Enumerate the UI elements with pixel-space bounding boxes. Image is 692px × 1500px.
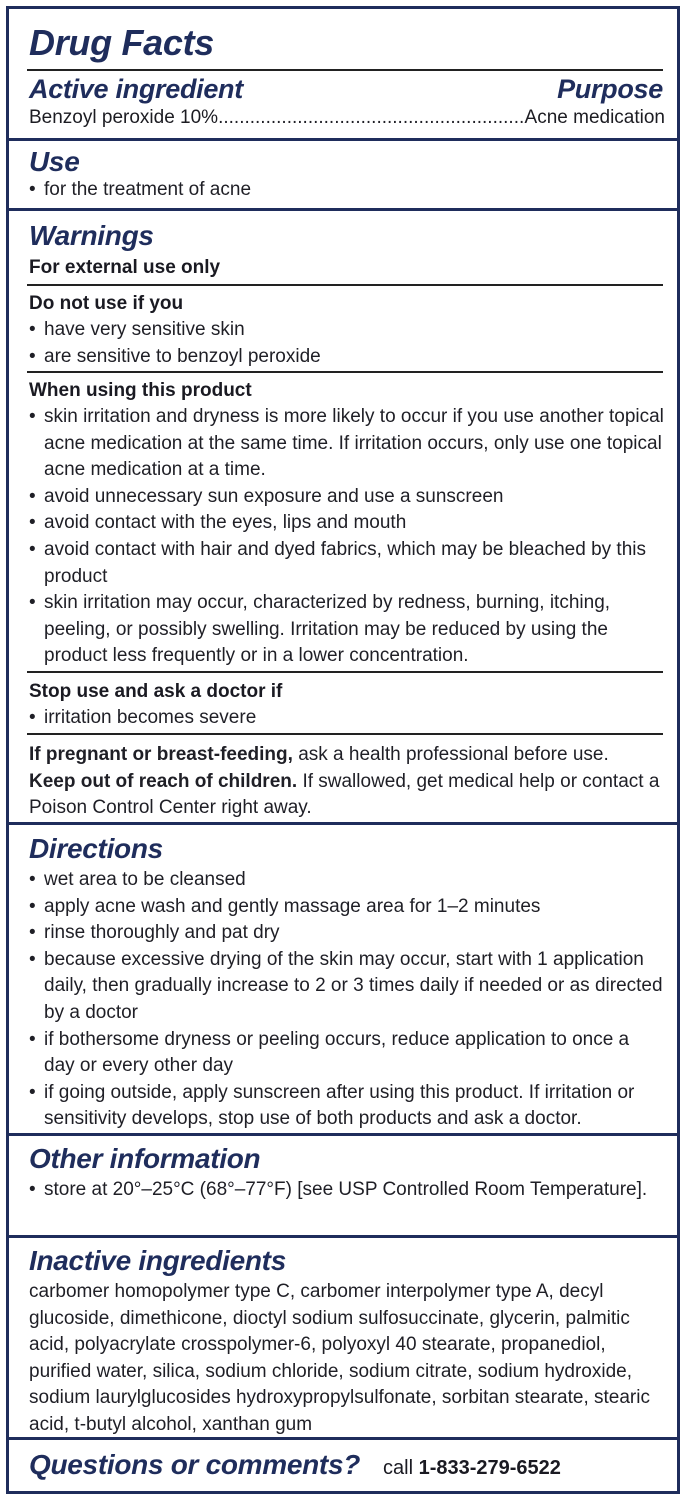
when-using-list — [29, 404, 665, 670]
pregnant-text: ask a health professional before use. — [298, 744, 609, 765]
list-item: • irritation becomes severe — [29, 705, 665, 732]
inactive-text: carbomer homopolymer type C, carbomer interpolymer type A, decyl glucoside, dimethicone, dioctyl sodium sulfosuccinate, glycerin, palmitic acid, polyacrylate crosspolymer-6, polyoxyl 40 stearate, propanediol, purified water, silica, sodium chloride, sodium citrate, sodium hydroxide, sodium laurylglucosides hydroxypropylsulfonate, sorbitan stearate, stearic acid, t-butyl alcohol, xanthan gum — [29, 1281, 650, 1435]
list-item: • avoid contact with hair and dyed fabrics, which may be bleached by this product — [29, 537, 665, 590]
when-using-heading: When using this product — [29, 380, 252, 401]
divider — [27, 371, 663, 373]
active-ingredient-row — [29, 107, 665, 129]
directions-list — [29, 867, 665, 1133]
list-item: • apply acne wash and gently massage area for 1–2 minutes — [29, 894, 665, 921]
divider — [27, 284, 663, 286]
inactive-heading: Inactive ingredients — [29, 1245, 286, 1276]
children-text: If swallowed, get medical help or contact a Poison Control Center right away. — [29, 770, 660, 819]
call-label: call — [383, 1457, 414, 1479]
list-item: • skin irritation may occur, characterized by redness, burning, itching, peeling, or possibly swelling. Irritation may be reduced by using the product less frequently or in a lower concentration. — [29, 590, 665, 670]
purpose-heading: Purpose — [557, 74, 663, 104]
do-not-use-list — [29, 317, 665, 370]
list-item: • because excessive drying of the skin may occur, start with 1 application daily, then gradually increase to 2 or 3 times daily if needed or as directed by a doctor — [29, 947, 665, 1027]
warnings-heading: Warnings — [29, 220, 154, 251]
list-item: • store at 20°–25°C (68°–77°F) [see USP Controlled Room Temperature]. — [29, 1177, 665, 1204]
section-rule — [9, 822, 677, 825]
use-heading: Use — [29, 146, 80, 177]
divider — [27, 733, 663, 735]
children-bold: Keep out of reach of children. — [29, 770, 298, 792]
page-title: Drug Facts — [29, 22, 215, 63]
list-item: • if going outside, apply sunscreen after using this product. If irritation or sensitivity develops, stop use of both products and ask a doctor. — [29, 1080, 665, 1133]
questions-heading: Questions or comments? — [29, 1449, 361, 1480]
external-use-text: For external use only — [29, 257, 221, 278]
purpose-value: Acne medication — [524, 107, 665, 128]
divider — [27, 69, 663, 71]
list-item: • are sensitive to benzoyl peroxide — [29, 344, 665, 371]
directions-heading: Directions — [29, 833, 163, 864]
leader-dots — [218, 107, 524, 129]
section-rule — [9, 1437, 677, 1440]
section-rule — [9, 1133, 677, 1136]
stop-use-heading: Stop use and ask a doctor if — [29, 681, 283, 702]
section-rule — [9, 138, 677, 141]
active-ingredient-value: Benzoyl peroxide 10% — [29, 107, 219, 128]
list-item: • rinse thoroughly and pat dry — [29, 920, 665, 947]
other-info-list — [29, 1177, 665, 1204]
stop-use-list — [29, 705, 665, 732]
call-line — [383, 1456, 561, 1480]
do-not-use-heading: Do not use if you — [29, 293, 184, 314]
list-item: • wet area to be cleansed — [29, 867, 665, 894]
list-item: • avoid unnecessary sun exposure and use a sunscreen — [29, 484, 665, 511]
active-ingredient-heading: Active ingredient — [29, 74, 243, 104]
pregnancy-and-children-text — [29, 742, 665, 822]
list-item: • skin irritation and dryness is more likely to occur if you use another topical acne medication at the same time. If irritation occurs, only use one topical acne medication at a time. — [29, 404, 665, 484]
list-item: • have very sensitive skin — [29, 317, 665, 344]
list-item: • for the treatment of acne — [29, 177, 665, 204]
drug-facts-panel — [6, 6, 680, 1494]
divider — [27, 671, 663, 673]
list-item: • if bothersome dryness or peeling occurs, reduce application to once a day or every other day — [29, 1027, 665, 1080]
section-rule — [9, 208, 677, 211]
use-list — [29, 177, 665, 204]
other-info-heading: Other information — [29, 1143, 261, 1174]
pregnant-bold: If pregnant or breast-feeding, — [29, 744, 293, 765]
list-item: • avoid contact with the eyes, lips and mouth — [29, 510, 665, 537]
section-rule — [9, 1235, 677, 1238]
phone-number[interactable]: 1-833-279-6522 — [418, 1457, 561, 1479]
